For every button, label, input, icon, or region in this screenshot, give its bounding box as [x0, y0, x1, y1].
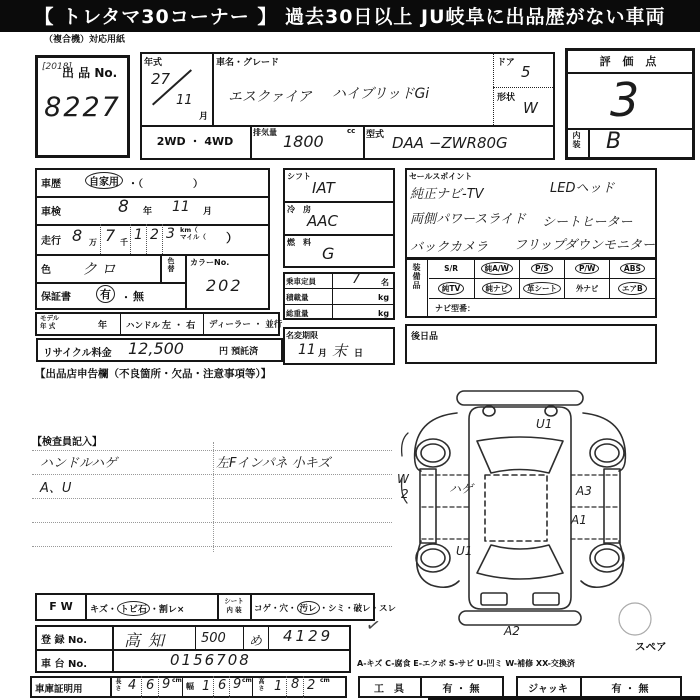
spare-label: スペア	[635, 641, 667, 653]
width-d2: 6	[218, 678, 227, 693]
model-year-unit: 年	[98, 321, 108, 331]
handle-label: ハンドル	[126, 321, 161, 331]
recolor-label: 色替	[167, 257, 175, 273]
shaken-label: 車検	[41, 207, 61, 218]
color-value: クロ	[82, 260, 121, 278]
paper-note: （複合機）対応用紙	[44, 35, 126, 45]
chassis-label: 車 台 No.	[41, 659, 88, 670]
sales-line-3: 両側パワースライド	[410, 212, 526, 227]
later-items-box	[405, 324, 657, 364]
equipment-side-label: 装備品	[412, 263, 421, 290]
color-no-value: 202	[206, 276, 243, 295]
registration-number: 4129	[283, 627, 334, 645]
door-value: 5	[521, 63, 531, 81]
roof-panel	[485, 475, 547, 541]
warranty-no: 無	[133, 290, 144, 303]
sales-line-4: シートヒーター	[542, 215, 633, 230]
model-code-label: 型式	[366, 130, 385, 140]
lot-number-box	[35, 55, 130, 158]
width-d1: 1	[202, 679, 211, 694]
inspector-note-1: ハンドルハゲ	[40, 456, 118, 471]
length-d3: 9	[162, 677, 171, 692]
tools-label: 工 具	[374, 684, 404, 695]
year-value: 27	[151, 70, 171, 88]
ac-value: AAC	[307, 212, 338, 230]
mark-a3: A3	[576, 484, 592, 498]
car-damage-diagram	[395, 383, 695, 655]
nav-model-label: ナビ型番：	[435, 304, 475, 313]
mark-w-left: W	[397, 472, 409, 486]
mileage-man: 8	[72, 226, 83, 245]
inspector-note-3: 左Fインパネ 小キズ	[216, 456, 331, 471]
month-unit: 月	[199, 112, 209, 122]
digit-3: 3	[166, 226, 175, 242]
equip-sr: S/R	[429, 259, 474, 279]
capacity-value: 7	[352, 272, 361, 287]
fw-label: F W	[49, 600, 73, 613]
registration-kana: め	[249, 634, 263, 649]
windshield	[477, 437, 563, 473]
gross-unit: kg	[378, 309, 390, 318]
dealer-label: ディーラー ・ 並行	[209, 320, 283, 330]
ac-label: 冷 房	[287, 205, 311, 214]
left-taillight	[481, 593, 507, 605]
registration-class: 500	[201, 631, 226, 646]
spare-tire-circle	[619, 603, 651, 635]
declaration-label: 【出品店申告欄（不良箇所・欠品・注意事項等）】	[35, 368, 272, 380]
shaken-month-unit: 月	[203, 207, 213, 217]
equip-ps: P/S	[519, 259, 564, 279]
car-name: エスクァイア	[228, 89, 312, 105]
height-cm: cm	[320, 677, 330, 684]
registration-checkmark: ✓	[364, 614, 383, 638]
interior-label: 内装	[572, 131, 581, 149]
warranty-yes: 有	[96, 285, 115, 303]
grade-box	[565, 48, 695, 160]
inspector-label: 【検査員記入】	[32, 437, 102, 448]
grade-score: 3	[610, 73, 640, 127]
lot-label: 出 品 No.	[62, 66, 118, 80]
width-d3: 9	[233, 677, 242, 692]
name-change-month-unit: 月	[318, 349, 328, 359]
color-no-label: カラーNo.	[190, 258, 230, 267]
height-label: 高さ	[257, 678, 264, 692]
model-year-label: モデル 年 式	[40, 314, 60, 330]
equip-navi: 純ナビ	[474, 279, 519, 299]
career-value: 自家用	[85, 172, 123, 189]
length-label: 長さ	[114, 678, 121, 692]
warranty-label: 保証書	[41, 292, 71, 303]
career-label: 車歴	[41, 179, 61, 190]
height-d1: 1	[274, 679, 283, 694]
mark-u1-left: U1	[456, 544, 473, 558]
sales-line-6: フリップダウンモニター	[514, 238, 656, 253]
sales-points-label: セールスポイント	[409, 172, 473, 181]
equipment-box	[405, 257, 657, 318]
equip-abs: ABS	[609, 259, 654, 279]
mark-a1: A1	[571, 513, 587, 527]
registration-area: 高知	[124, 631, 173, 650]
equip-ext-navi: 外ナビ	[564, 279, 609, 299]
man-unit: 万	[89, 238, 97, 247]
shape-label: 形状	[497, 93, 516, 103]
recycle-label: リサイクル料金	[43, 348, 112, 359]
fw-tobiishi-circled: トビ石	[117, 601, 150, 616]
mark-w-left-2: 2	[401, 487, 409, 501]
career-paren: ・（ ）	[128, 179, 203, 190]
month-value: 11	[176, 93, 193, 108]
length-d2: 6	[146, 678, 155, 693]
right-door-panel	[604, 469, 620, 543]
name-change-month: 11	[298, 342, 316, 358]
height-d3: 2	[307, 678, 316, 693]
mileage-sen: 7	[105, 226, 116, 245]
sen-unit: 千	[120, 238, 128, 247]
recycle-unit: 円 預託済	[219, 347, 259, 357]
displacement-unit: cc	[347, 127, 356, 135]
rear-bumper	[459, 611, 581, 625]
color-label: 色	[41, 265, 51, 276]
left-bracket	[402, 433, 408, 456]
sales-line-1: 純正ナビ-TV	[410, 187, 484, 202]
mark-u1-top: U1	[536, 417, 553, 431]
mile-paren: ）	[226, 231, 239, 245]
year-stamp: [2018]	[42, 62, 72, 72]
mark-a2: A2	[504, 624, 520, 638]
recycle-value: 12,500	[128, 339, 184, 358]
name-label: 車名・グレード	[216, 58, 280, 68]
equip-airbag: エアB	[609, 279, 654, 299]
gross-label: 総重量	[286, 309, 309, 318]
name-change-day-unit: 日	[354, 349, 364, 359]
rear-window	[477, 545, 563, 579]
car-grade: ハイブリッドGi	[332, 86, 430, 102]
equip-alloy: 純A/W	[474, 259, 519, 279]
sales-line-5: バックカメラ	[410, 240, 489, 255]
right-taillight	[533, 593, 559, 605]
scan-edge	[428, 696, 700, 700]
load-unit: kg	[378, 293, 390, 302]
fuel-value: G	[322, 244, 335, 263]
shaken-year: 8	[118, 197, 129, 217]
capacity-label: 乗車定員	[286, 277, 316, 286]
seat-yogore-circled: 汚レ	[297, 601, 320, 615]
width-label: 幅	[186, 682, 194, 691]
handle-options: 左 ・ 右	[162, 321, 196, 331]
fw-items: キズ・ トビ石 ・割レ×	[90, 601, 184, 616]
chassis-number: 0156708	[170, 651, 251, 669]
header-title: 【 トレタマ30コーナー 】 過去30日以上 JU岐阜に出品歴がない車両	[34, 5, 666, 28]
shaken-month: 11	[172, 199, 190, 215]
front-bumper	[457, 391, 583, 405]
inspector-note-2: A、U	[40, 481, 72, 496]
load-label: 積載量	[286, 293, 309, 302]
mileage-label: 走行	[41, 236, 61, 247]
length-d1: 4	[128, 678, 137, 693]
fuel-label: 燃 料	[287, 238, 311, 247]
left-door-panel	[420, 469, 436, 543]
length-cm: cm	[172, 677, 182, 684]
drive-label: 2WD ・ 4WD	[156, 135, 234, 148]
digit-1: 1	[134, 227, 143, 243]
door-label: ドア	[497, 58, 515, 68]
name-change-label: 名変期限	[286, 331, 318, 340]
capacity-unit: 名	[381, 278, 389, 287]
sales-line-2: LEDヘッド	[550, 181, 615, 196]
mech-box	[283, 168, 395, 268]
year-label: 年式	[144, 58, 163, 68]
shift-label: シフト	[287, 172, 311, 181]
mark-hage: ハゲ	[449, 482, 474, 496]
header-banner	[0, 0, 700, 32]
equip-tv: 純TV	[429, 279, 474, 299]
tools-options: 有 ・ 無	[442, 684, 480, 695]
model-code-value: DAA −ZWR80G	[392, 134, 508, 152]
displacement-label: 排気量	[253, 128, 277, 137]
height-d2: 8	[291, 677, 300, 692]
jack-options: 有 ・ 無	[611, 684, 649, 695]
shift-value: IAT	[312, 179, 335, 197]
damage-legend: A-キズ C-腐食 E-エクボ S-サビ U-凹ミ W-補修 XX-交換済	[357, 659, 575, 668]
later-items-label: 後日品	[411, 332, 439, 342]
name-change-day: 末	[332, 342, 348, 360]
seat-interior-label: シート 内 装	[224, 597, 244, 614]
registration-label: 登 録 No.	[41, 635, 88, 646]
digit-2: 2	[150, 227, 159, 243]
km-unit: km（ マイル（	[180, 226, 206, 241]
interior-grade: B	[606, 129, 622, 154]
garage-label: 車庫証明用	[35, 684, 83, 695]
lot-number: 8227	[44, 92, 121, 123]
equip-leather: 革シート	[519, 279, 564, 299]
shaken-year-unit: 年	[143, 207, 153, 217]
equip-pw: P/W	[564, 259, 609, 279]
displacement-value: 1800	[283, 132, 324, 151]
jack-label: ジャッキ	[528, 684, 568, 695]
grade-title: 評 価 点	[568, 53, 692, 74]
seat-items: コゲ・穴・ 汚レ ・シミ・破レ・スレ	[254, 601, 396, 615]
shape-value: W	[523, 99, 538, 117]
warranty-sep: ・	[121, 293, 131, 304]
width-cm: cm	[242, 677, 252, 684]
